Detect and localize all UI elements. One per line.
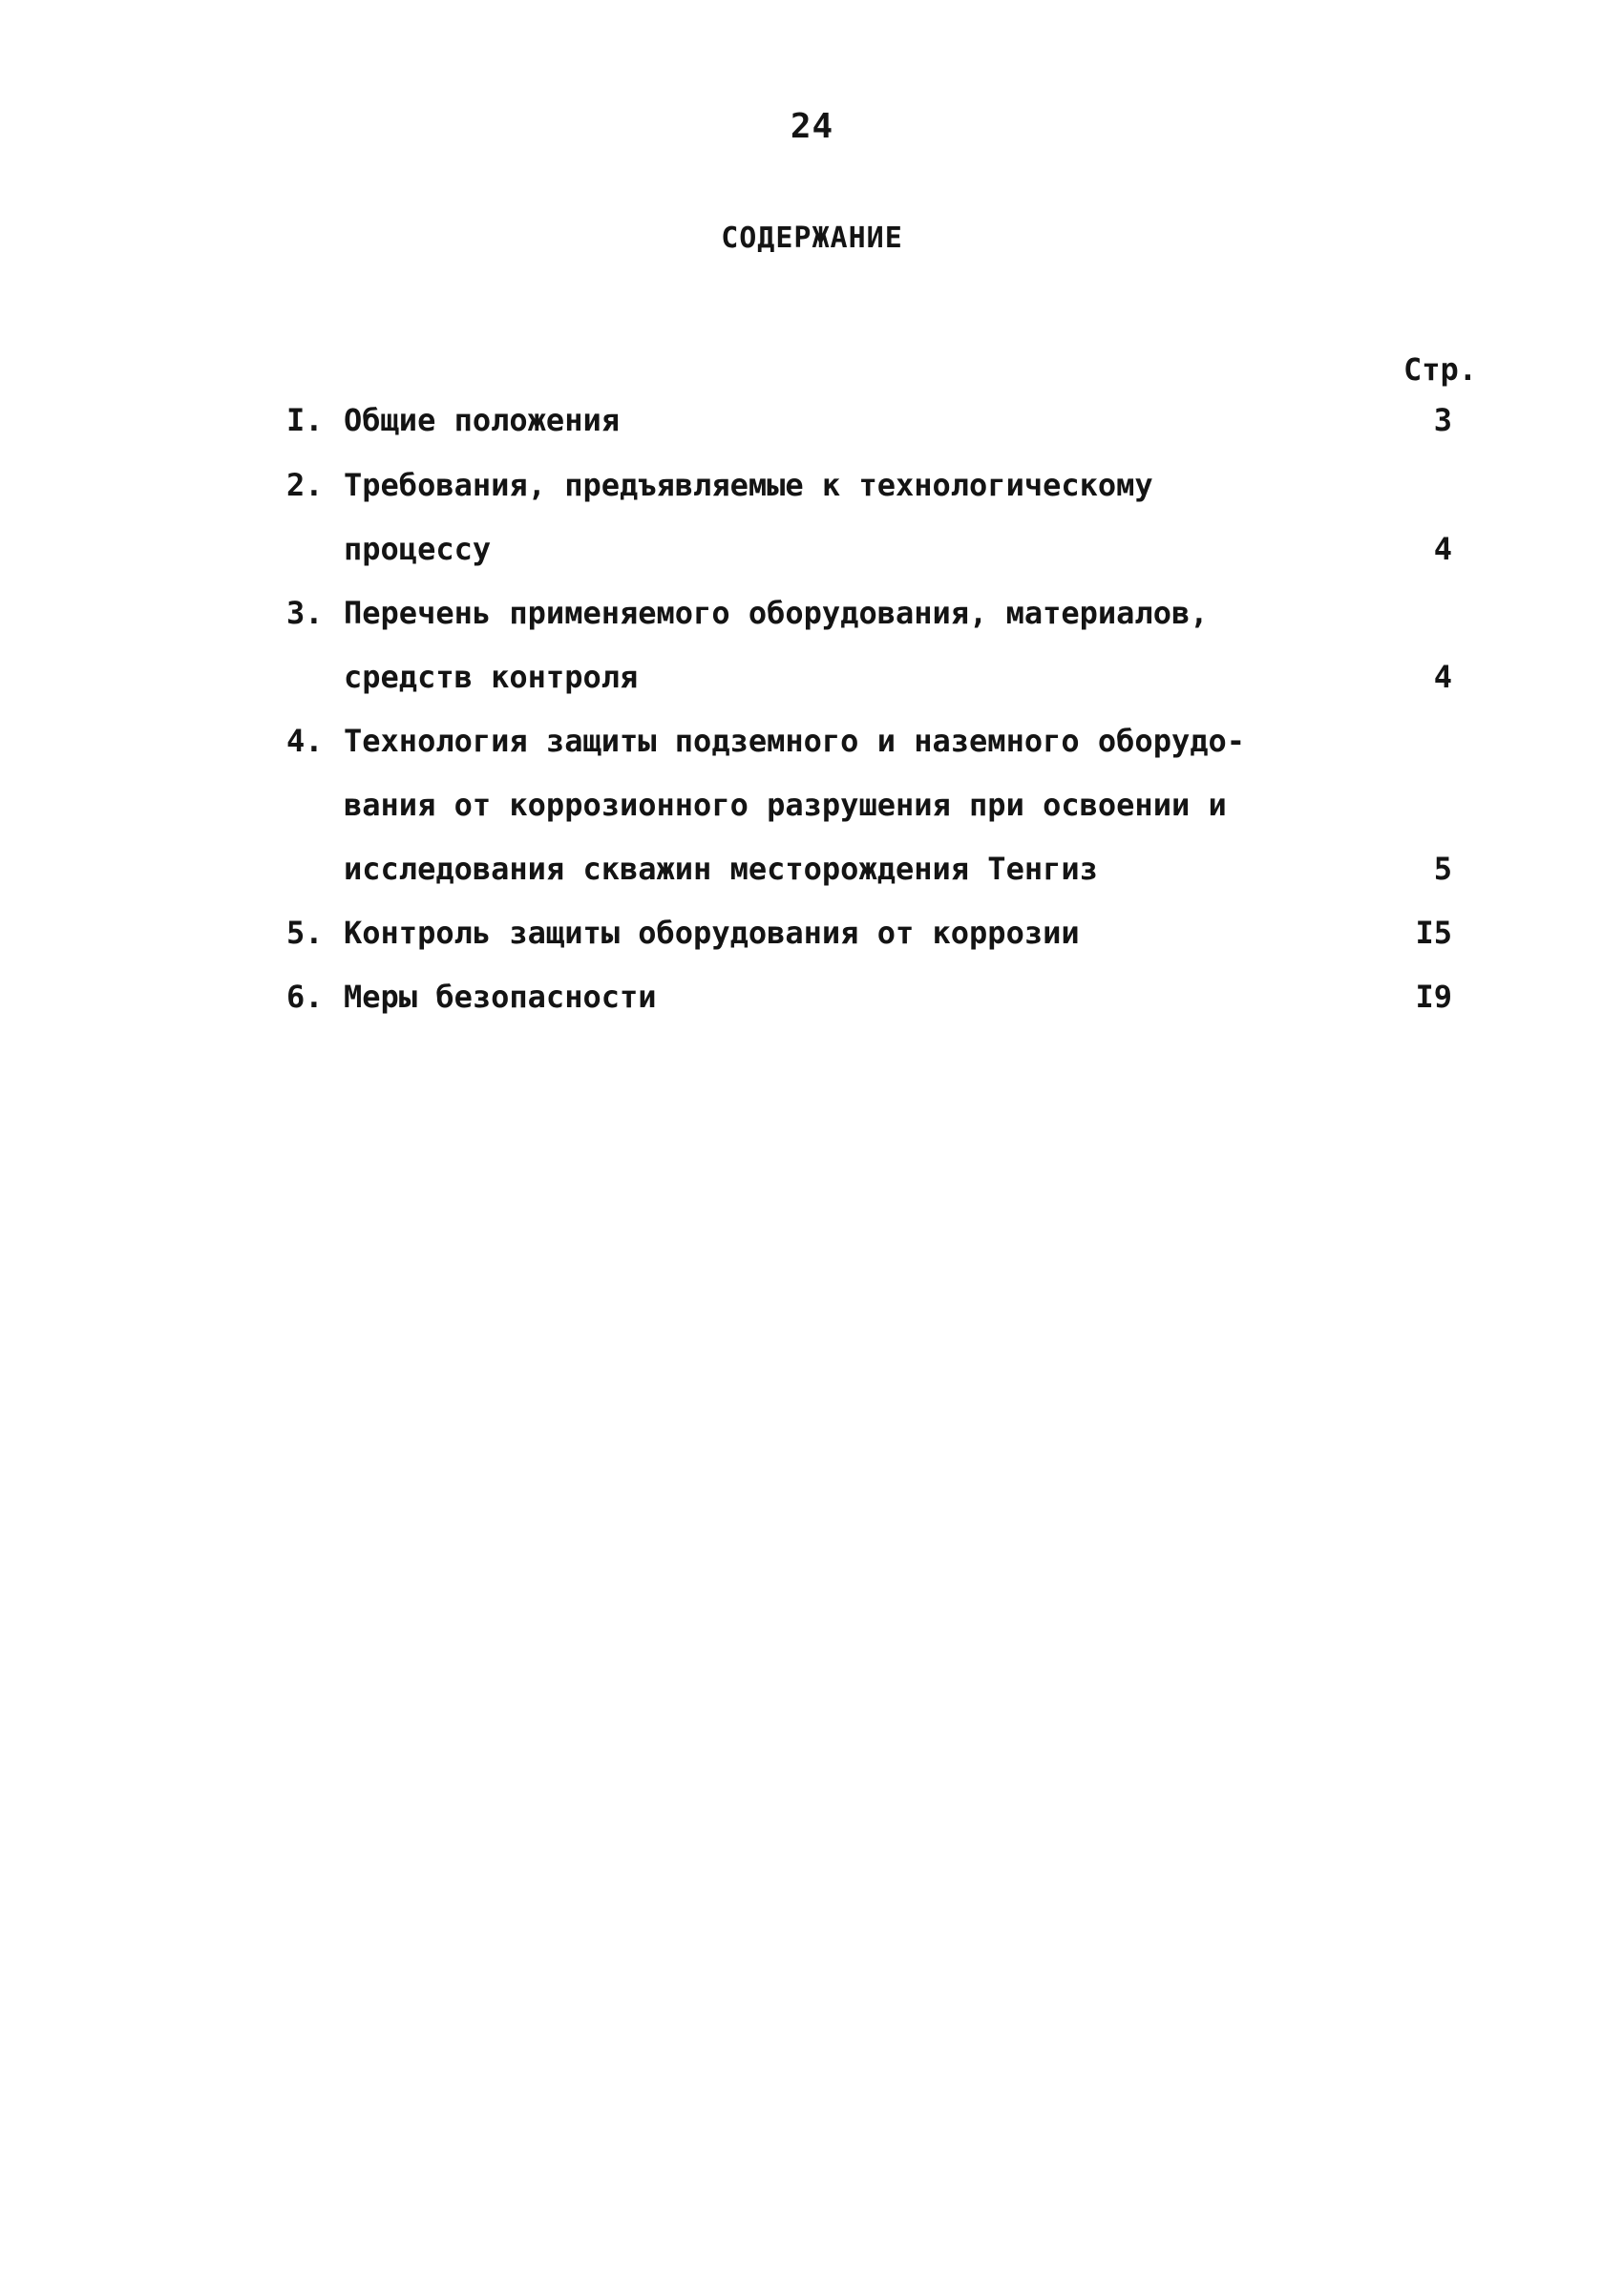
toc-entry-number: 4. bbox=[286, 723, 324, 759]
toc-entry-2[interactable] bbox=[0, 462, 1624, 508]
toc-entry-title: Меры безопасности bbox=[344, 979, 657, 1015]
toc-entry-title: Требования, предъявляемые к технологическому bbox=[344, 467, 1153, 503]
toc-entry-number: 6. bbox=[286, 979, 324, 1015]
toc-entry-title-continued: процессу bbox=[344, 531, 492, 567]
toc-entry-page: 4 bbox=[1433, 531, 1452, 567]
toc-entry-4[interactable] bbox=[0, 718, 1624, 764]
toc-entry-title-continued: средств контроля bbox=[344, 659, 639, 695]
toc-entry-title-continued: вания от коррозионного разрушения при освоении и bbox=[344, 787, 1227, 823]
toc-entry-page: 5 bbox=[1433, 851, 1452, 887]
toc-entry-page: I9 bbox=[1415, 979, 1452, 1015]
toc-entry-title-continued: исследования скважин месторождения Тенгиз bbox=[344, 851, 1098, 887]
toc-entry-4-continued[interactable] bbox=[0, 782, 1624, 828]
toc-entry-2-continued[interactable] bbox=[0, 526, 1624, 572]
toc-entry-3[interactable] bbox=[0, 590, 1624, 636]
toc-entry-4-continued[interactable] bbox=[0, 846, 1624, 892]
page-number: 24 bbox=[790, 107, 834, 146]
toc-entry-5[interactable] bbox=[0, 910, 1624, 956]
toc-entry-page: I5 bbox=[1415, 915, 1452, 951]
toc-entry-title: Технология защиты подземного и наземного оборудо- bbox=[344, 723, 1246, 759]
toc-entry-number: 2. bbox=[286, 467, 324, 503]
toc-entry-number: 3. bbox=[286, 595, 324, 631]
toc-entry-page: 3 bbox=[1433, 402, 1452, 438]
toc-entry-title: Перечень применяемого оборудования, материалов, bbox=[344, 595, 1209, 631]
contents-title: СОДЕРЖАНИЕ bbox=[721, 221, 903, 255]
toc-entry-page: 4 bbox=[1433, 659, 1452, 695]
toc-entry-number: I. bbox=[286, 402, 324, 438]
toc-entry-number: 5. bbox=[286, 915, 324, 951]
toc-entry-title: Контроль защиты оборудования от коррозии bbox=[344, 915, 1080, 951]
page-column-header: Стр. bbox=[1403, 351, 1478, 388]
toc-entry-3-continued[interactable] bbox=[0, 654, 1624, 700]
toc-entry-6[interactable] bbox=[0, 974, 1624, 1020]
toc-entry-1[interactable] bbox=[0, 397, 1624, 443]
toc-entry-title: Общие положения bbox=[344, 402, 620, 438]
